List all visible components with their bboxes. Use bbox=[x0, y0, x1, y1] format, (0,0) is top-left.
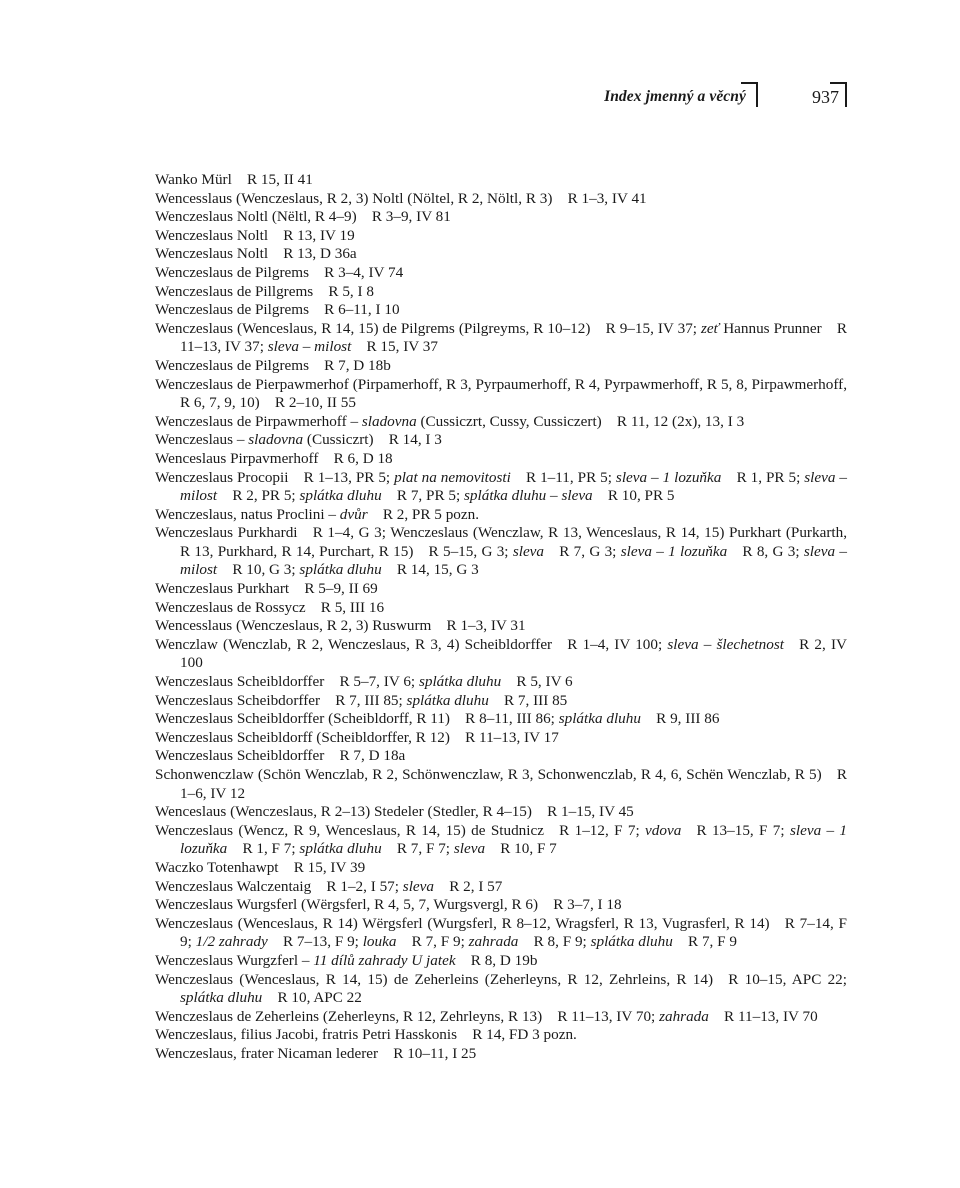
index-entry: Wenczeslaus Noltl (Nёltl, R 4–9) R 3–9, IV 81 bbox=[155, 208, 451, 226]
index-entry: Wenczeslaus Noltl R 13, D 36a bbox=[155, 245, 357, 263]
index-entry: Wenczeslaus Scheibldorffer R 7, D 18a bbox=[155, 747, 406, 765]
index-entry: Wenceslaus (Wenczeslaus, R 2–13) Stedeler (Stedler, R 4–15) R 1–15, IV 45 bbox=[155, 803, 634, 821]
index-entry: Wenczeslaus Scheibldorff (Scheibldorffer, R 12) R 11–13, IV 17 bbox=[155, 728, 559, 746]
index-entry: Wenczeslaus Wurgzferl – 11 dílů zahrady U jatek R 8, D 19b bbox=[155, 951, 538, 969]
index-entry: Wencesslaus (Wenczeslaus, R 2, 3) Ruswurm R 1–3, IV 31 bbox=[155, 617, 526, 635]
index-entry: Wenczeslaus Purkhart R 5–9, II 69 bbox=[155, 580, 378, 598]
index-entry: Wenczeslaus Noltl R 13, IV 19 bbox=[155, 226, 355, 244]
corner-mark-running-head bbox=[741, 82, 758, 107]
index-entry: Wenczeslaus Scheibdorffer R 7, III 85; splátka dluhu R 7, III 85 bbox=[155, 691, 568, 709]
index-entry: Wenceslaus Pirpavmerhoff R 6, D 18 bbox=[155, 449, 393, 467]
index-entry: Wenczeslaus Purkhardi R 1–4, G 3; Wenczeslaus (Wenczlaw, R 13, Wenceslaus, R 14, 15) Purkhart (Purkarth, R 13, Purkhard, R 14, Purchart, R 15) R 5–15, G 3; sleva R 7, G 3; sleva – 1 lozuňka R 8, G 3; sleva – milost R 10, G 3; splátka dluhu R 14, 15, G 3 bbox=[155, 524, 847, 579]
index-entry: Wenczeslaus Walczentaig R 1–2, I 57; sleva R 2, I 57 bbox=[155, 877, 503, 895]
index-entry: Wenczeslaus (Wenceslaus, R 14) Wёrgsferl (Wurgsferl, R 8–12, Wragsferl, R 13, Vugrasferl, R 14) R 7–14, F 9; 1/2 zahrady R 7–13, F 9; louka R 7, F 9; zahrada R 8, F 9; splátka dluhu R 7, F 9 bbox=[155, 914, 847, 951]
index-entry: Wenczeslaus (Wenceslaus, R 14, 15) de Zeherleins (Zeherleyns, R 12, Zehrleins, R 14) R 10–15, APC 22; splátka dluhu R 10, APC 22 bbox=[155, 970, 847, 1007]
index-entry: Wenczeslaus Scheibldorffer R 5–7, IV 6; splátka dluhu R 5, IV 6 bbox=[155, 673, 573, 691]
index-entry: Wenczlaw (Wenczlab, R 2, Wenczeslaus, R 3, 4) Scheibldorffer R 1–4, IV 100; sleva – šlechetnost R 2, IV 100 bbox=[155, 635, 848, 672]
index-entry: Wenczeslaus de Pilgrems R 6–11, I 10 bbox=[155, 301, 400, 319]
corner-mark-page-number bbox=[830, 82, 847, 107]
index-entry: Wenczeslaus Procopii R 1–13, PR 5; plat na nemovitosti R 1–11, PR 5; sleva – 1 lozuňka R 1, PR 5; sleva – milost R 2, PR 5; splátka dluhu R 7, PR 5; splátka dluhu – sleva R 10, PR 5 bbox=[155, 468, 847, 505]
index-entry: Wenczeslaus (Wencz, R 9, Wenceslaus, R 14, 15) de Studnicz R 1–12, F 7; vdova R 13–15, F 7; sleva – 1 lozuňka R 1, F 7; splátka dluhu R 7, F 7; sleva R 10, F 7 bbox=[155, 821, 847, 858]
page-header bbox=[600, 80, 850, 110]
index-body bbox=[155, 171, 847, 1064]
index-entry: Wanko Mürl R 15, II 41 bbox=[155, 171, 313, 188]
running-head: Index jmenný a věcný bbox=[604, 88, 746, 105]
index-entry: Wenczeslaus, frater Nicaman lederer R 10–11, I 25 bbox=[155, 1044, 477, 1062]
index-entry: Wenczeslaus de Pilgrems R 3–4, IV 74 bbox=[155, 263, 404, 281]
index-entry: Wenczeslaus (Wenceslaus, R 14, 15) de Pilgrems (Pilgreyms, R 10–12) R 9–15, IV 37; zeť Hannus Prunner R 11–13, IV 37; sleva – milost R 15, IV 37 bbox=[155, 319, 847, 356]
index-entry: Wenczeslaus Wurgsferl (Wёrgsferl, R 4, 5, 7, Wurgsvergl, R 6) R 3–7, I 18 bbox=[155, 896, 622, 914]
index-entry: Wenczeslaus Scheibldorffer (Scheibldorff, R 11) R 8–11, III 86; splátka dluhu R 9, III 86 bbox=[155, 710, 720, 728]
index-entry: Waczko Totenhawpt R 15, IV 39 bbox=[155, 858, 366, 876]
index-entry: Wenczeslaus – sladovna (Cussiczrt) R 14, I 3 bbox=[155, 431, 442, 449]
index-entry: Wenczeslaus, natus Proclini – dvůr R 2, PR 5 pozn. bbox=[155, 505, 480, 523]
index-entry: Wenczeslaus de Pilgrems R 7, D 18b bbox=[155, 356, 391, 374]
index-entry: Wenczeslaus de Rossycz R 5, III 16 bbox=[155, 598, 385, 616]
index-entry: Wenczeslaus de Pierpawmerhof (Pirpamerhoff, R 3, Pyrpaumerhoff, R 4, Pyrpawmerhoff, R 5, 8, Pirpawmerhoff, R 6, 7, 9, 10) R 2–10, II 55 bbox=[155, 375, 847, 412]
index-entry: Wencesslaus (Wenczeslaus, R 2, 3) Noltl (Nöltel, R 2, Nöltl, R 3) R 1–3, IV 41 bbox=[155, 189, 647, 207]
index-entry: Wenczeslaus, filius Jacobi, fratris Petri Hasskonis R 14, FD 3 pozn. bbox=[155, 1026, 577, 1044]
index-entry: Wenczeslaus de Pillgrems R 5, I 8 bbox=[155, 282, 374, 300]
index-entry: Schonwenczlaw (Schön Wenczlab, R 2, Schönwenczlaw, R 3, Schonwenczlab, R 4, 6, Schёn Wenczlab, R 5) R 1–6, IV 12 bbox=[155, 766, 847, 802]
index-entry: Wenczeslaus de Zeherleins (Zeherleyns, R 12, Zehrleyns, R 13) R 11–13, IV 70; zahrada R 11–13, IV 70 bbox=[155, 1007, 818, 1025]
index-entry: Wenczeslaus de Pirpawmerhoff – sladovna (Cussiczrt, Cussy, Cussiczert) R 11, 12 (2x), 13, I 3 bbox=[155, 412, 745, 430]
page-number: 937 bbox=[812, 87, 839, 107]
